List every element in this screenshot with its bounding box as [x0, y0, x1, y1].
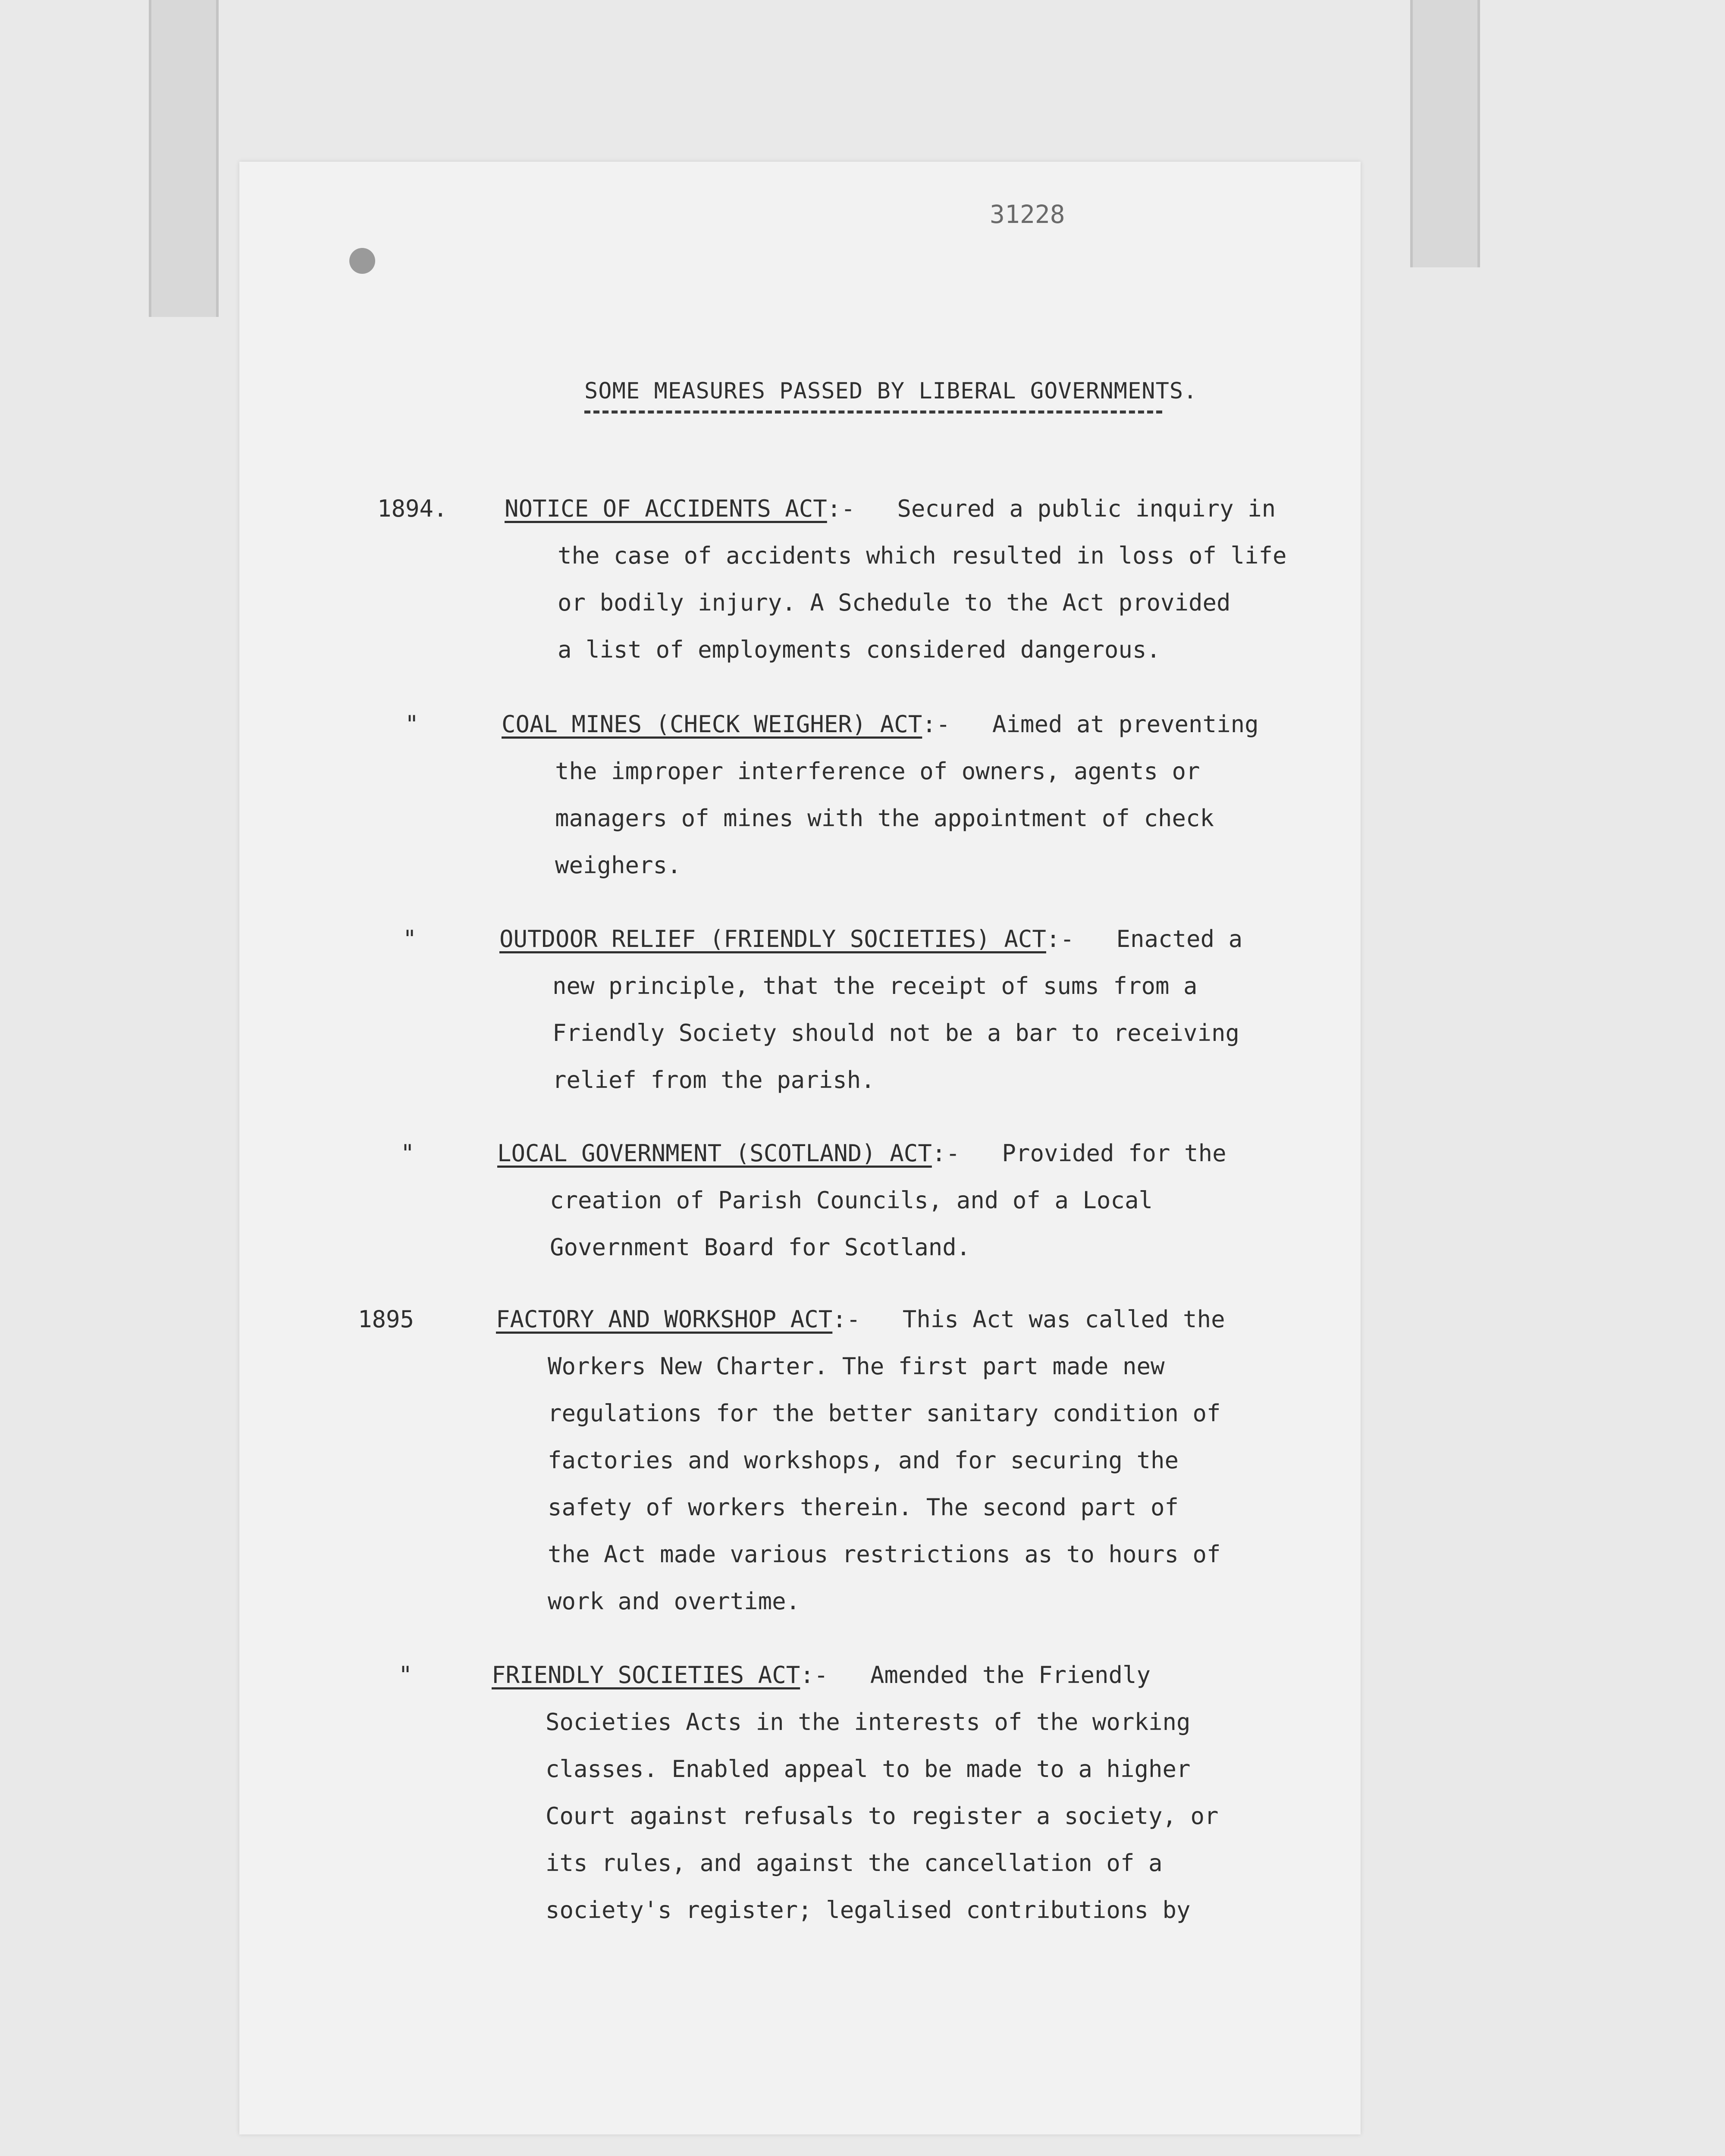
punch-hole [349, 248, 375, 274]
typed-page [239, 162, 1361, 2134]
entry-text [492, 1651, 1151, 1698]
entry-line: Court against refusals to register a society, or [546, 1802, 1219, 1830]
entry-line: weighers. [555, 852, 681, 879]
entry-text [496, 1296, 1225, 1343]
entry-line: Aimed at preventing [992, 711, 1259, 738]
act-name: OUTDOOR RELIEF (FRIENDLY SOCIETIES) ACT [499, 925, 1046, 953]
act-separator: :- [932, 1140, 960, 1167]
entry-line: Friendly Society should not be a bar to receiving [552, 1019, 1240, 1047]
act-separator: :- [1046, 925, 1074, 953]
act-name: FACTORY AND WORKSHOP ACT [496, 1306, 833, 1333]
act-name: FRIENDLY SOCIETIES ACT [492, 1661, 800, 1689]
entry-line: new principle, that the receipt of sums from a [552, 972, 1198, 1000]
entry-line: Workers New Charter. The first part made new [548, 1353, 1165, 1380]
entry-text [505, 485, 1276, 532]
mounting-tape [1410, 0, 1480, 267]
entry-text [499, 915, 1242, 962]
entry-line: Amended the Friendly [870, 1661, 1151, 1689]
entry-year: " [402, 925, 417, 953]
entry-line: work and overtime. [548, 1588, 800, 1615]
entry-year: 1894. [377, 495, 448, 522]
entry-year: 1895 [358, 1306, 414, 1333]
entry-line: Secured a public inquiry in [897, 495, 1276, 522]
entry-line: Societies Acts in the interests of the working [546, 1708, 1191, 1736]
entry-line: creation of Parish Councils, and of a Local [550, 1187, 1153, 1214]
entry-text [502, 701, 1259, 748]
entry-line: managers of mines with the appointment of check [555, 805, 1214, 832]
entry-line: Enacted a [1116, 925, 1243, 953]
page-title: SOME MEASURES PASSED BY LIBERAL GOVERNMENTS. [584, 378, 1198, 404]
entry-year: " [405, 711, 419, 738]
entry-line: its rules, and against the cancellation of a [546, 1849, 1163, 1877]
entry-line: This Act was called the [902, 1306, 1225, 1333]
act-name: NOTICE OF ACCIDENTS ACT [505, 495, 827, 522]
act-name: LOCAL GOVERNMENT (SCOTLAND) ACT [497, 1140, 932, 1167]
entry-year: " [398, 1661, 413, 1689]
act-name: COAL MINES (CHECK WEIGHER) ACT [502, 711, 922, 738]
entry-line: a list of employments considered dangerous. [558, 636, 1160, 663]
title-underline [584, 411, 1162, 414]
entry-line: or bodily injury. A Schedule to the Act provided [558, 589, 1231, 616]
entry-line: the Act made various restrictions as to hours of [548, 1541, 1221, 1568]
entry-line: classes. Enabled appeal to be made to a higher [546, 1755, 1191, 1783]
act-separator: :- [922, 711, 950, 738]
act-separator: :- [832, 1306, 861, 1333]
entry-line: factories and workshops, and for securing the [548, 1447, 1179, 1474]
entry-text [497, 1130, 1226, 1177]
entry-line: Provided for the [1002, 1140, 1226, 1167]
act-separator: :- [800, 1661, 828, 1689]
entry-line: relief from the parish. [552, 1066, 875, 1094]
entry-line: the improper interference of owners, agents or [555, 758, 1200, 785]
mounting-tape [149, 0, 219, 317]
reference-number: 31228 [990, 200, 1065, 229]
entry-line: society's register; legalised contributions by [546, 1896, 1191, 1924]
act-separator: :- [827, 495, 855, 522]
entry-line: regulations for the better sanitary condition of [548, 1400, 1221, 1427]
entry-line: Government Board for Scotland. [550, 1234, 971, 1261]
entry-line: safety of workers therein. The second part of [548, 1494, 1179, 1521]
entry-line: the case of accidents which resulted in loss of life [558, 542, 1287, 569]
entry-year: " [400, 1140, 415, 1167]
